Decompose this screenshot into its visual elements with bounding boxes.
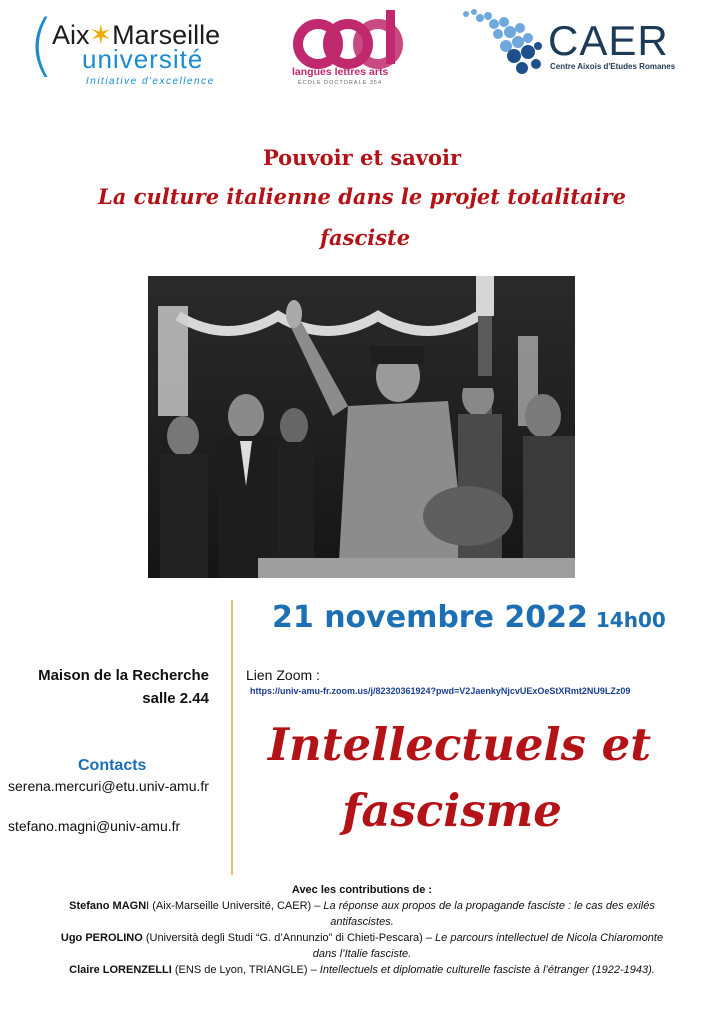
- zoom-label: Lien Zoom :: [246, 667, 320, 683]
- poster-subtitle-line2: fasciste: [320, 225, 411, 250]
- speaker-name: Ugo PEROLINO: [60, 932, 143, 944]
- speaker-affiliation: (ENS de Lyon, TRIANGLE) –: [171, 964, 320, 976]
- vertical-divider: [231, 600, 233, 875]
- venue-room: salle 2.44: [142, 690, 209, 707]
- speaker-affiliation: (Università degli Studi “G. d’Annunzio” di Chieti-Pescara) –: [142, 932, 436, 944]
- event-time: 14h00: [595, 608, 666, 632]
- contributions-section: [0, 882, 724, 978]
- poster-title: Pouvoir et savoir: [262, 145, 462, 170]
- talk-title: Intellectuels et diplomatie culturelle fasciste à l’étranger (1922-1943).: [319, 964, 655, 976]
- ed-354-mark-icon: [290, 8, 410, 70]
- zoom-link[interactable]: https://univ-amu-fr.zoom.us/j/82320361924?pwd=V2JaenkyNjcvUExOeStXRmt2NU9LZz09: [250, 686, 631, 696]
- speaker-name: Claire LORENZELLI: [69, 964, 172, 976]
- headline-line1: Intellectuels et: [268, 718, 652, 771]
- caer-logo: [458, 6, 688, 86]
- contact-email[interactable]: serena.mercuri@etu.univ-amu.fr: [8, 778, 209, 794]
- ecole-doctorale-354-logo: [290, 8, 410, 94]
- contribution-item: [52, 898, 672, 930]
- amu-logo-tagline: Initiative d'excellence: [86, 76, 215, 87]
- ed-logo-label: ÉCOLE DOCTORALE 354: [298, 80, 383, 86]
- amu-star-icon: ✶: [89, 20, 113, 50]
- caer-logo-title: CAER: [548, 17, 669, 64]
- event-date-line: [272, 600, 666, 635]
- amu-bracket-icon: (: [28, 6, 55, 85]
- talk-title: Le parcours intellectuel de Nicola Chiaromonte dans l’Italie fasciste.: [312, 932, 664, 960]
- historical-photo: [148, 276, 575, 578]
- venue-name: Maison de la Recherche: [38, 667, 209, 684]
- caer-logo-subtitle: Centre Aixois d'Etudes Romanes: [550, 62, 676, 71]
- talk-title: La réponse aux propos de la propagande fasciste : le cas des exilés antifascistes.: [323, 900, 655, 928]
- contacts-heading: Contacts: [78, 757, 147, 774]
- speaker-affiliation: (Aix-Marseille Université, CAER) –: [149, 900, 324, 912]
- event-date: 21 novembre 2022: [272, 600, 588, 635]
- contribution-item: [52, 962, 672, 978]
- aix-marseille-universite-logo: [28, 8, 238, 88]
- poster-subtitle-line1: La culture italienne dans le projet totalitaire: [98, 184, 626, 209]
- ed-logo-subtitle: langues lettres arts: [292, 66, 389, 78]
- speaker-name: Stefano MAGN: [69, 900, 147, 912]
- amu-logo-universite: université: [82, 44, 204, 74]
- contact-email[interactable]: stefano.magni@univ-amu.fr: [8, 818, 181, 834]
- caer-dots-icon: [458, 6, 548, 78]
- speaker-name-suffix: I: [146, 900, 150, 912]
- amu-logo-name: Aix✶Marseille: [52, 20, 221, 50]
- headline-line2: fascisme: [342, 784, 562, 837]
- contributions-heading: Avec les contributions de :: [291, 884, 433, 896]
- contribution-item: [52, 930, 672, 962]
